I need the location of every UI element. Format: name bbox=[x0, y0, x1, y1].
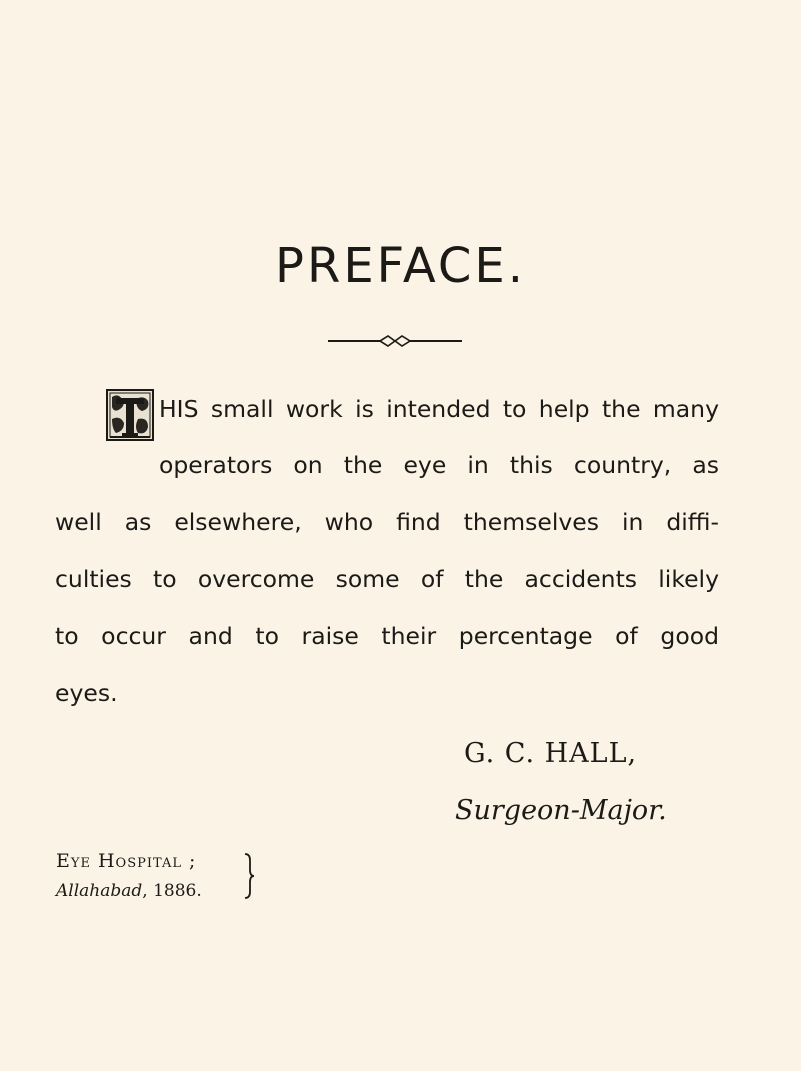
body-line-6: eyes. bbox=[55, 679, 118, 707]
dateline-place: Eye Hospital ; bbox=[56, 850, 197, 872]
dateline: Eye Hospital ; Allahabad, 1886. bbox=[56, 850, 202, 901]
decorative-drop-cap-t-icon bbox=[106, 389, 154, 441]
right-brace-icon bbox=[243, 852, 255, 900]
body-line-1: HIS small work is intended to help the many bbox=[159, 395, 719, 423]
body-line-3: well as elsewhere, who find themselves in diffi- bbox=[55, 508, 719, 536]
body-line-2: operators on the eye in this country, as bbox=[159, 451, 719, 479]
page-title: PREFACE. bbox=[275, 238, 526, 294]
dateline-city: Allahabad bbox=[56, 881, 143, 901]
signature-name: G. C. HALL, bbox=[464, 738, 638, 769]
signature-title: Surgeon-Major. bbox=[455, 795, 667, 826]
body-line-4: culties to overcome some of the accidents likely bbox=[55, 565, 719, 593]
dateline-year: 1886. bbox=[153, 881, 202, 901]
body-line-5: to occur and to raise their percentage of good bbox=[55, 622, 719, 650]
ornament-divider-icon bbox=[328, 334, 462, 348]
